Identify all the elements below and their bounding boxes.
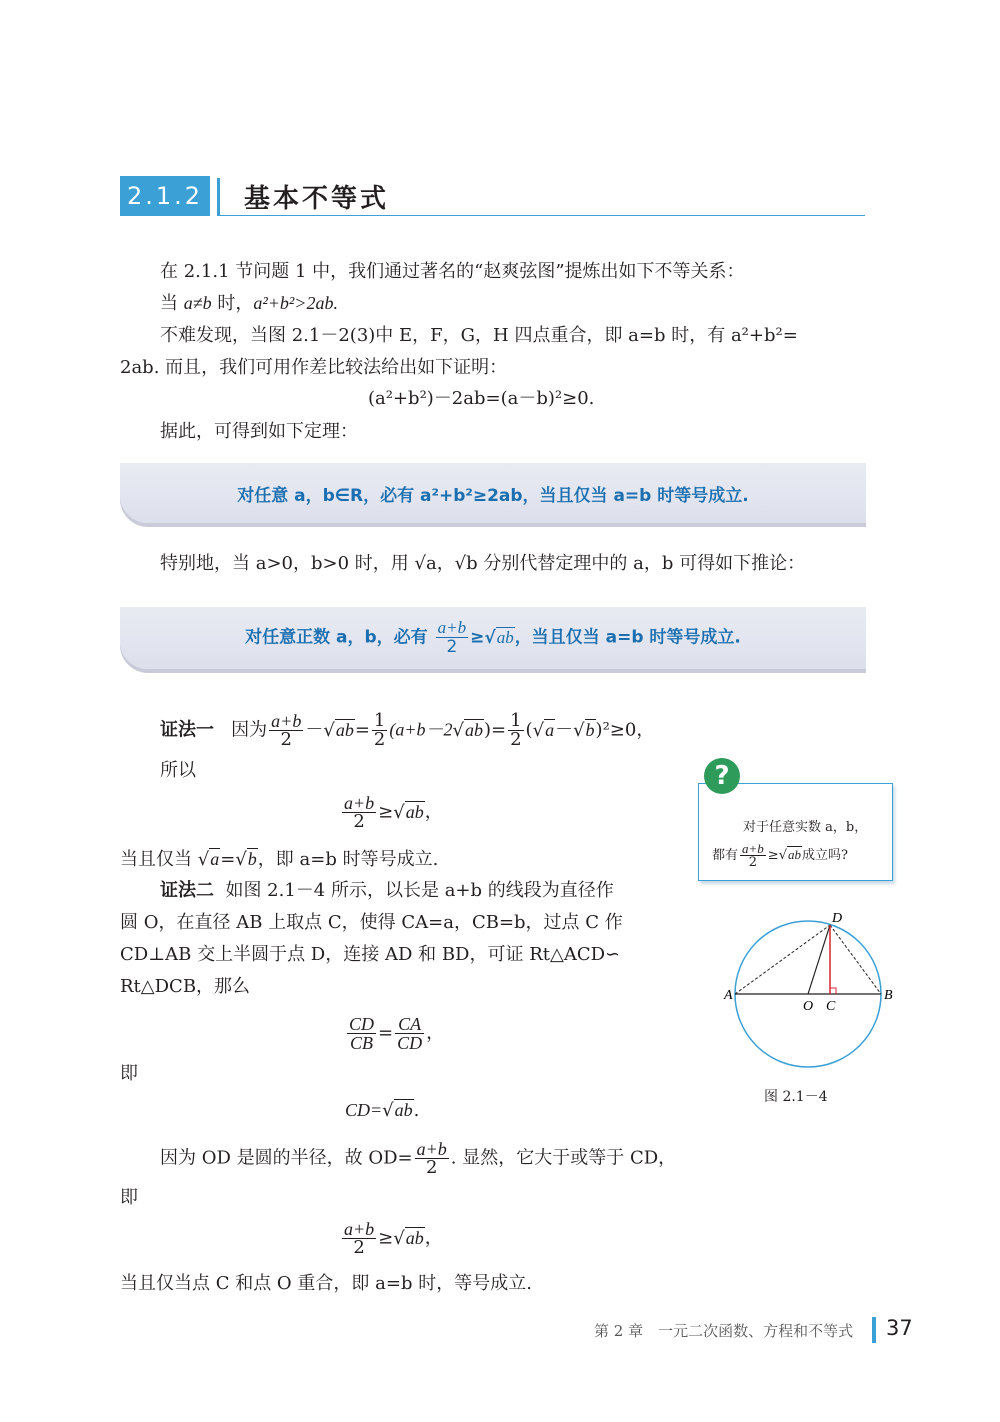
section-number: 2.1.2 — [120, 176, 210, 216]
proof-1-conclusion: $\frac{a+b}{2}$ ≥√ab， — [344, 793, 443, 832]
theorem-2-text — [120, 619, 866, 656]
sqrt: √a — [197, 849, 220, 870]
para-therefore: 据此，可得到如下定理： — [160, 421, 358, 442]
proof-2-radius: 因为 OD 是圆的半径，故 OD= $\frac{a+b}{2}$ . 显然，它大于或等于 CD， — [160, 1139, 677, 1178]
question-line-2: 都有 $\frac{a+b}{2}$ ≥√ab成立吗? — [712, 841, 848, 870]
proof-1-line: 证法一 因为 $\frac{a+b}{2}$ －√ab= $\frac{1}{2}$ (a+b－2√ab)= $\frac{1}{2}$ (√a－√b)²≥0， — [160, 710, 655, 750]
shi-word: 时， — [211, 293, 254, 314]
theorem-box-1 — [120, 463, 866, 523]
fraction: $\frac{a+b}{2}$ — [344, 793, 375, 832]
proof-2-line-4: Rt△DCB，那么 — [120, 976, 251, 997]
sqrt: √b — [235, 849, 257, 870]
figure-caption: 图 2.1－4 — [764, 1089, 828, 1105]
sqrt: √ab — [393, 801, 424, 823]
proof-1-lead: 因为 — [231, 719, 268, 741]
para-intro: 在 2.1.1 节问题 1 中，我们通过著名的“赵爽弦图”提炼出如下不等关系： — [160, 261, 745, 282]
sqrt: √a — [532, 719, 555, 741]
proof-2-ji: 即 — [120, 1063, 138, 1084]
right-angle-mark — [830, 988, 836, 994]
fraction: $\frac{CD}{CB}$ — [349, 1014, 375, 1053]
proof-2-ratio: $\frac{CD}{CB}$ = $\frac{CA}{CD}$ ， — [349, 1014, 445, 1053]
fraction: $\frac{CA}{CD}$ — [397, 1014, 423, 1053]
basic-ineq: a²+b²>2ab. — [253, 293, 338, 313]
theorem-2-lead: 对任意正数 a，b，必有 — [245, 627, 428, 648]
proof-2-cd: CD=√ab. — [345, 1096, 419, 1125]
label-b: B — [884, 988, 893, 1003]
label-d: D — [832, 911, 843, 926]
section-title: 基本不等式 — [244, 184, 390, 214]
proof-2-line-2: 圆 O，在直径 AB 上取点 C，使得 CA=a，CB=b，过点 C 作 — [120, 912, 623, 933]
sqrt: √ab — [484, 627, 514, 648]
segment-bd — [830, 925, 881, 994]
fraction-half: $\frac{1}{2}$ — [373, 710, 386, 750]
circle-figure — [720, 908, 900, 1068]
label-c: C — [826, 999, 836, 1014]
proof-1-suoyi: 所以 — [160, 760, 196, 781]
para-inequality — [160, 289, 338, 318]
theorem-box-2 — [120, 607, 866, 669]
dang-word: 当 — [160, 293, 178, 314]
theorem-1-text: 对任意 a，b∈R，必有 a²+b²≥2ab，当且仅当 a=b 时等号成立. — [237, 486, 749, 506]
proof-2-line-3: CD⊥AB 交上半圆于点 D，连接 AD 和 BD，可证 Rt△ACD∽ — [120, 944, 621, 965]
label-o: O — [803, 999, 814, 1014]
proof-2-conclusion: $\frac{a+b}{2}$ ≥√ab， — [344, 1219, 443, 1258]
proof-1-label: 证法一 — [160, 719, 214, 741]
fraction: $\frac{a+b}{2}$ — [742, 841, 764, 870]
sqrt: √ab — [778, 847, 801, 863]
proof-2-line-1: 证法二 如图 2.1－4 所示，以长是 a+b 的线段为直径作 — [160, 880, 614, 901]
label-a: A — [724, 988, 733, 1003]
footer-divider — [872, 1317, 876, 1343]
proof-2-label: 证法二 — [160, 880, 214, 901]
footer-chapter: 第 2 章 一元二次函数、方程和不等式 — [594, 1322, 854, 1340]
segment-ad — [735, 925, 830, 994]
sqrt: √b — [573, 719, 595, 741]
proof-2-ji-2: 即 — [120, 1187, 138, 1208]
formula-difference: (a²+b²)－2ab=(a－b)²≥0. — [368, 388, 595, 409]
sqrt-radicand: ab — [496, 627, 514, 647]
fraction-den: 2 — [446, 637, 458, 657]
fraction-half: $\frac{1}{2}$ — [510, 710, 522, 750]
fraction-num: a+b — [437, 618, 467, 637]
sqrt: √ab — [382, 1100, 413, 1121]
question-line-1: 对于任意实数 a，b， — [743, 820, 868, 835]
sqrt: √ab — [393, 1227, 424, 1249]
fraction: $\frac{a+b}{2}$ — [271, 711, 302, 750]
para-observe-2: 2ab. 而且，我们可用作差比较法给出如下证明： — [120, 357, 508, 378]
proof-1-equality: 当且仅当 √a=√b，即 a=b 时等号成立. — [120, 845, 438, 874]
condition: a≠b — [183, 293, 212, 313]
fraction: $\frac{a+b}{2}$ — [416, 1139, 447, 1178]
section-divider — [217, 178, 220, 216]
proof-2-final: 当且仅当点 C 和点 O 重合，即 a=b 时，等号成立. — [120, 1273, 532, 1294]
para-observe-1: 不难发现，当图 2.1－2(3)中 E，F，G，H 四点重合，即 a=b 时，有 a²+b²= — [160, 325, 798, 346]
section-rule — [220, 215, 865, 216]
page-number: 37 — [886, 1316, 913, 1340]
fraction: $\frac{a+b}{2}$ — [344, 1219, 375, 1258]
fraction — [436, 619, 468, 656]
radius-od — [808, 925, 830, 994]
sqrt: √ab — [452, 719, 483, 741]
ge-sign: ≥ — [470, 627, 485, 648]
theorem-2-tail: ，当且仅当 a=b 时等号成立. — [514, 627, 741, 648]
sqrt: √ab — [323, 719, 354, 741]
question-icon: ? — [704, 758, 740, 794]
para-corollary: 特别地，当 a>0，b>0 时，用 √a，√b 分别代替定理中的 a，b 可得如下推论： — [160, 553, 806, 574]
